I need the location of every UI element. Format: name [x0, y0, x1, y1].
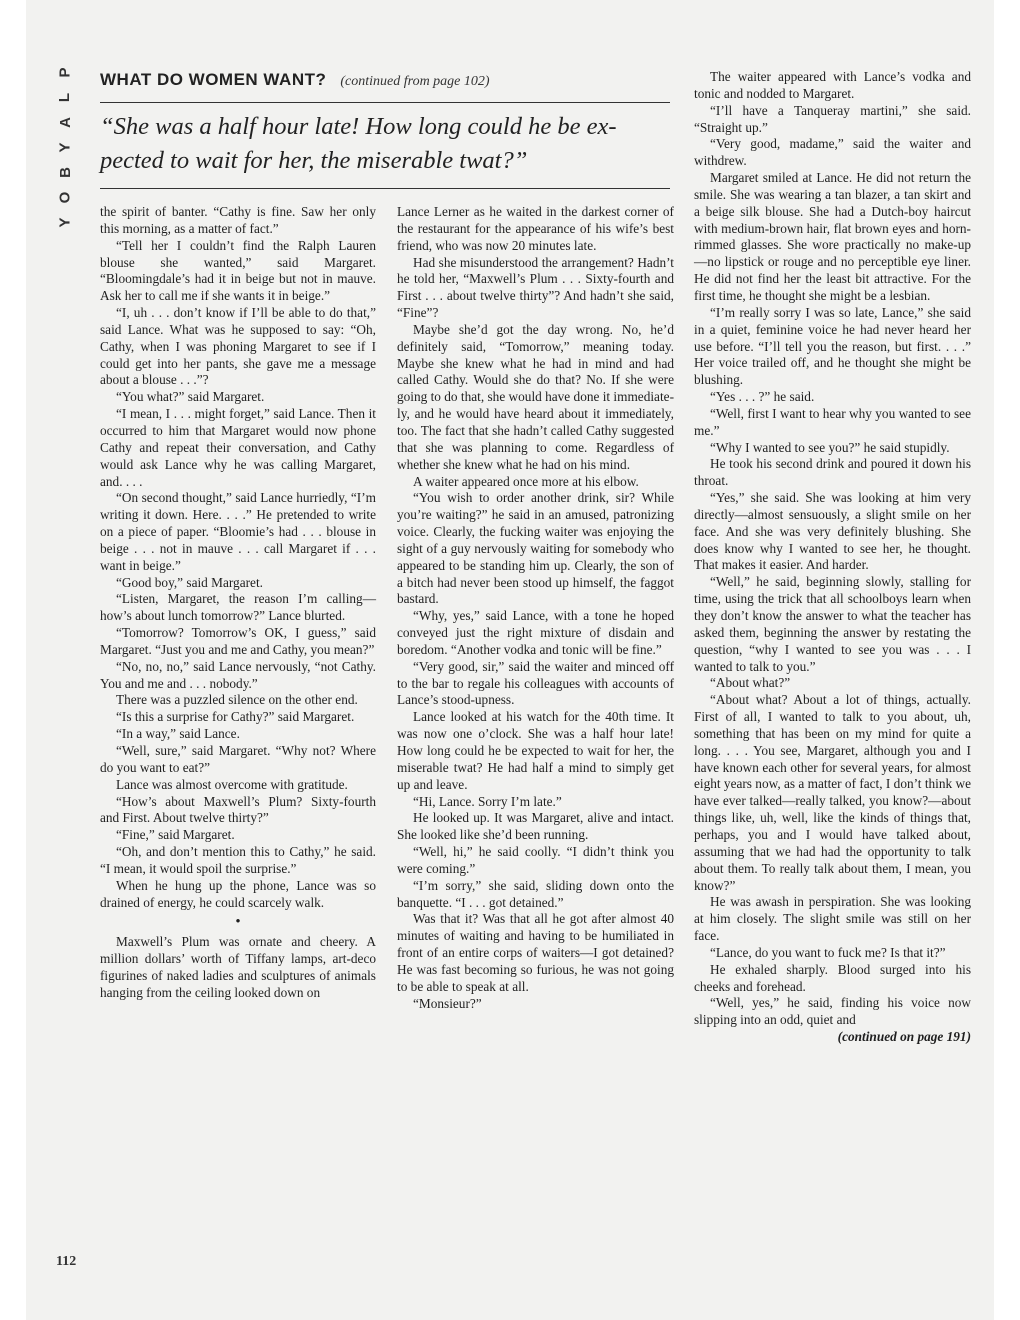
paragraph: “I’m sorry,” she said, sliding down onto the banquette. “I . . . got detained.” [397, 877, 674, 910]
paragraph: “How’s about Maxwell’s Plum? Sixty-fourth and First. About twelve thirty?” [100, 793, 376, 826]
magazine-spine-title [54, 60, 76, 228]
paragraph: “I’m really sorry I was so late, Lance,” she said in a quiet, feminine voice he had never heard her use before. “I’ll tell you the reason, but first. . . .” Her voice trailed off, and he thought she might be blushing. [694, 304, 971, 388]
paragraph: Was that it? Was that all he got after almost 40 minutes of waiting and having to be humiliated in front of an entire corps of waiters—I got detained? He was fast becoming so furious, he was not going to be able to speak at all. [397, 911, 674, 994]
column-1-paragraphs-after-break [100, 934, 376, 1001]
paragraph: Maybe she’d got the day wrong. No, he’d definitely said, “Tomorrow,” meaning today. Maybe she knew what he had in mind and had called Cathy. Would she do that? No. If she were going to do that, she would have done it immediately, and he would have heard about it immediately, too. The fact that she hadn’t called Cathy suggested that she was planning to come. Regardless of whether she knew what he had on his mind. [397, 321, 674, 472]
paragraph: “Why, yes,” said Lance, with a tone he hoped conveyed just the right mixture of disdain and boredom. “Another vodka and tonic will be fine.” [397, 608, 674, 657]
paragraph: “Well,” he said, beginning slowly, stalling for time, using the trick that all schoolboys learn when they don’t know the answer to what the teacher has asked them, beginning the answer by restating the question, “why I wanted to see you was . . . I wanted to talk to you.” [694, 574, 971, 674]
paragraph: There was a puzzled silence on the other end. [116, 692, 358, 708]
paragraph: “Tomorrow? Tomorrow’s OK, I guess,” said Margaret. “Just you and me and Cathy, you mean?” [100, 625, 376, 657]
spine-letter: Y [56, 142, 74, 153]
paragraph: “Why I wanted to see you?” he said stupidly. [710, 439, 950, 455]
paragraph: “Yes,” she said. She was looking at him very directly—almost sensuously, a slight smile on her face. And she was very definitely blushing. She does know why I wanted to see her, he thought. That makes it easier. And harder. [694, 490, 971, 573]
spine-letter: A [56, 117, 74, 128]
paragraph: The waiter appeared with Lance’s vodka and tonic and nodded to Margaret. [694, 69, 971, 101]
paragraph: He took his second drink and poured it down his throat. [694, 456, 971, 489]
paragraph: Maxwell’s Plum was ornate and cheery. A million dollars’ worth of Tiffany lamps, art-deco figurines of naked ladies and sculptures of animals hanging from the ceiling looked down on [100, 934, 376, 1000]
paragraph: “Lance, do you want to fuck me? Is that it?” [710, 944, 946, 960]
section-break-bullet: • [235, 914, 241, 931]
paragraph: Had she misunderstood the arrangement? Hadn’t he told her, “Maxwell’s Plum . . . Sixty-fourth and First . . . about twelve thirty”? And hadn’t she said, “Fine”? [397, 254, 674, 321]
paragraph: “I mean, I . . . might forget,” said Lance. Then it occurred to him that Margaret would now phone Cathy and repeat their conversation, and Cathy would ask Lance why he was calling Margaret, and. . . . [100, 406, 376, 489]
paragraph: “Very good, sir,” said the waiter and minced off to the bar to regale his colleagues with accounts of Lance’s stood-upness. [397, 658, 674, 708]
paragraph: “No, no, no,” said Lance nervously, “not Cathy. You and me and . . . nobody.” [100, 658, 376, 691]
paragraph: He exhaled sharply. Blood surged into his cheeks and forehead. [694, 961, 971, 994]
continued-on-note: (continued on page 191) [837, 1029, 971, 1045]
text-column-1 [100, 204, 376, 1002]
text-column-2 [397, 204, 674, 1013]
spine-letter: L [56, 92, 74, 103]
paragraph: “I, uh . . . don’t know if I’ll be able to do that,” said Lance. What was he supposed to say: “Oh, Cathy, when I was phoning Margaret to see if I could get into her pants, she gave me a message about a blouse . . .”? [100, 305, 376, 388]
paragraph: “You wish to order another drink, sir? While you’re waiting?” he said in an amused, patronizing voice. Clearly, the fucking waiter was enjoying the sight of a guy nervously waiting for somebody who appeared to be standing him up. Clearly, the son of a bitch had never been stood up himself, the faggot bastard. [397, 490, 674, 607]
paragraph: the spirit of banter. “Cathy is fine. Saw her only this morning, as a matter of fact.” [100, 204, 376, 236]
paragraph: “About what? About a lot of things, actually. First of all, I wanted to talk to you about, uh, something that has been on my mind for quite a long. . . . You see, Margaret, although you and I have known each other for several years, for almost eight years now, as a matter of fact, I don’t think we have ever talked—really talked, you know?—about things like, uh, well, like the kinds of things that, perhaps, you and I would have talked about, assuming that we had had the opportunity to talk about them. To really talk about them, I mean, you know?” [694, 692, 971, 893]
pull-quote: “She was a half hour late! How long could he be expected to wait for her, the miserable twat?” [100, 113, 617, 174]
paragraph: “Oh, and don’t mention this to Cathy,” he said. “I mean, it would spoil the surprise.” [100, 844, 376, 876]
spine-letter: Y [56, 217, 74, 228]
paragraph: “Hi, Lance. Sorry I’m late.” [413, 793, 562, 809]
paragraph: Lance Lerner as he waited in the darkest corner of the restaurant for the appearance of his wife’s best friend, who was now 20 minutes late. [397, 204, 674, 253]
paragraph: He was awash in perspiration. She was looking at him closely. The slight smile was still on her face. [694, 894, 971, 944]
paragraph: “Well, yes,” he said, finding his voice now slipping into an odd, quiet and [694, 995, 971, 1028]
paragraph: “In a way,” said Lance. [116, 726, 240, 742]
paragraph: “Listen, Margaret, the reason I’m calling—how’s about lunch tomorrow?” Lance blurted. [100, 591, 376, 624]
column-3-paragraphs [694, 69, 971, 1029]
paragraph: “Tell her I couldn’t find the Ralph Lauren blouse she wanted,” said Margaret. “Bloomingdale’s had it in beige but not in mauve. Ask her to call me if she wants it in beige.” [100, 237, 376, 304]
paragraph: “On second thought,” said Lance hurriedly, “I’m writing it down. Here. . . .” He pretended to write on a piece of paper. “Bloomie’s had . . . blouse in beige . . . not in mauve . . . call Margaret if . . . want in beige.” [100, 490, 376, 573]
column-2-paragraphs [397, 204, 674, 1013]
article-header [100, 70, 670, 98]
divider-top [100, 102, 670, 103]
paragraph: “Fine,” said Margaret. [116, 827, 235, 843]
paragraph: “Good boy,” said Margaret. [116, 574, 263, 590]
paragraph: Lance was almost overcome with gratitude. [116, 776, 348, 792]
text-column-3 [694, 69, 971, 1046]
paragraph: “Very good, madame,” said the waiter and withdrew. [694, 136, 971, 169]
paragraph: “Is this a surprise for Cathy?” said Margaret. [116, 709, 355, 725]
paragraph: “I’ll have a Tanqueray martini,” she said. “Straight up.” [694, 102, 971, 135]
paragraph: “About what?” [710, 675, 791, 691]
paragraph: “Monsieur?” [413, 995, 482, 1011]
divider-bottom [100, 188, 670, 189]
paragraph: “Well, sure,” said Margaret. “Why not? Where do you want to eat?” [100, 743, 376, 775]
column-1-paragraphs [100, 204, 376, 911]
paragraph: “Well, first I want to hear why you wanted to see me.” [694, 405, 971, 438]
paragraph: Lance looked at his watch for the 40th time. It was now one o’clock. She was a half hour late! How long could he be expected to wait for her, the miserable twat? He had half a mind to simply get up and leave. [397, 709, 674, 792]
article-headline: WHAT DO WOMEN WANT? [100, 70, 327, 89]
paragraph: “You what?” said Margaret. [116, 389, 265, 405]
spine-letter: B [56, 167, 74, 178]
spine-letter: P [56, 67, 74, 78]
paragraph: A waiter appeared once more at his elbow. [413, 473, 639, 489]
spine-letter: O [56, 191, 74, 204]
paragraph: He looked up. It was Margaret, alive and intact. She looked like she’d been running. [397, 810, 674, 843]
continued-from-note: (continued from page 102) [340, 74, 490, 89]
paragraph: “Well, hi,” he said coolly. “I didn’t think you were coming.” [397, 844, 674, 876]
paragraph: “Yes . . . ?” he said. [710, 389, 815, 405]
paragraph: When he hung up the phone, Lance was so drained of energy, he could scarcely walk. [100, 877, 376, 910]
paragraph: Margaret smiled at Lance. He did not return the smile. She was wearing a tan blazer, a tan skirt and a beige silk blouse. She had a Dutch-boy haircut with medium-brown hair, flat brown eyes and horn-rimmed glasses. She wore practically no make-up—no lipstick or rouge and no perceptible eye liner. He did not find her the least bit attractive. For the first time, he thought she might be a lesbian. [694, 170, 971, 303]
page-number: 112 [56, 1254, 77, 1269]
